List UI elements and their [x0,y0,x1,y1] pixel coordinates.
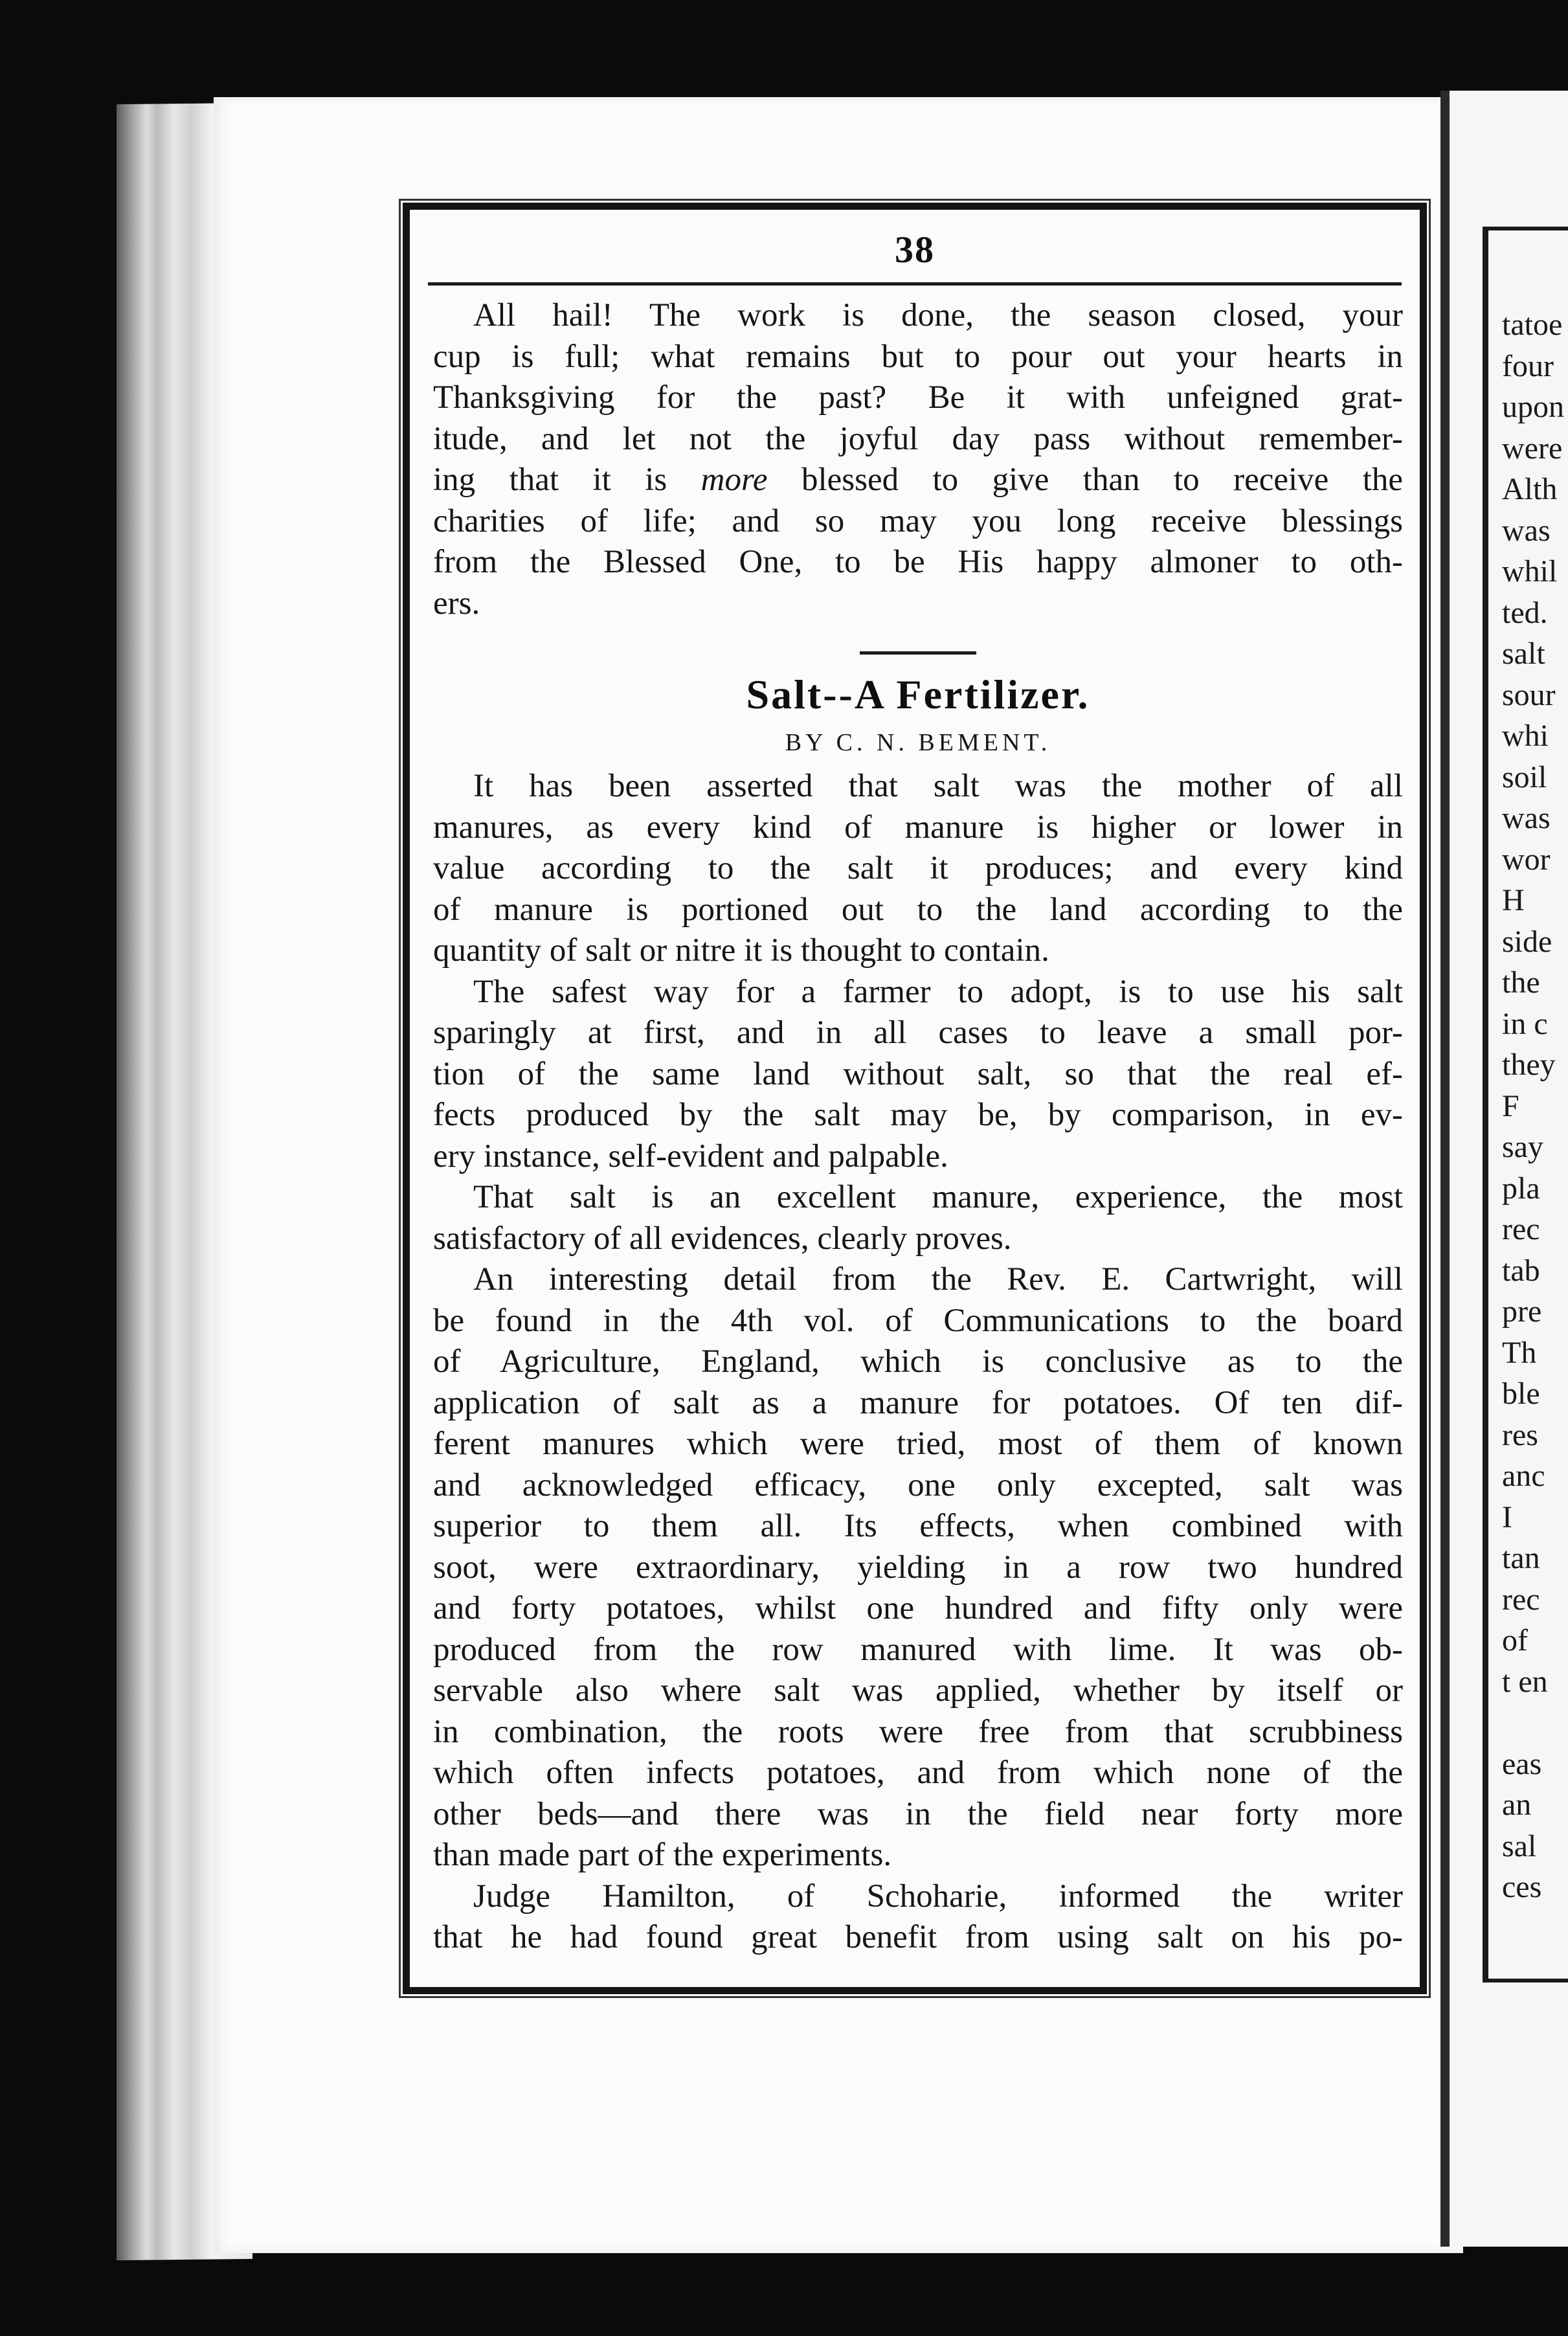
facing-page-line: Th [1502,1335,1537,1370]
article-title: Salt--A Fertilizer. [746,671,1090,717]
facing-page-line: ces [1502,1870,1542,1904]
facing-page-line: anc [1502,1459,1545,1493]
facing-page-line: F [1502,1088,1519,1123]
facing-page-line: sour [1502,677,1556,712]
text-line: which often infects potatoes, and from which none of the [433,1755,1403,1791]
facing-page-line: salt [1502,636,1545,671]
text-line: quantity of salt or nitre it is thought to contain. [433,932,1049,969]
facing-page-line: they [1502,1048,1556,1082]
text-line: The safest way for a farmer to adopt, is to use his salt [473,973,1403,1010]
text-line: of Agriculture, England, which is conclusive as to the [433,1343,1403,1380]
article-byline: BY C. N. BEMENT. [785,729,1051,756]
facing-page-line: I [1502,1499,1512,1534]
text-line: value according to the salt it produces; and every kind [433,850,1403,886]
text-line: produced from the row manured with lime. It was ob- [433,1631,1403,1668]
text-line: fects produced by the salt may be, by comparison, in ev- [433,1097,1403,1133]
facing-page-line: wor [1502,842,1551,877]
facing-page-line: in c [1502,1006,1548,1041]
text-line: itude, and let not the joyful day pass without remember- [433,420,1403,457]
text-line: than made part of the experiments. [433,1837,892,1873]
facing-page-line [1502,1702,1568,1744]
facing-page-line: soil [1502,759,1547,794]
section-divider [860,651,976,655]
facing-page-line: tab [1502,1253,1540,1288]
text-line: from the Blessed One, to be His happy almoner to oth- [433,544,1403,580]
article-paragraph [433,972,1403,1178]
article-paragraph [433,1876,1403,1959]
facing-page-line: the [1502,965,1540,1000]
facing-page-line: tan [1502,1541,1540,1575]
text-line: Thanksgiving for the past? Be it with unfeigned grat- [433,379,1403,416]
text-line: application of salt as a manure for potatoes. Of ten dif- [433,1384,1403,1421]
facing-page-line: res [1502,1417,1538,1452]
header-rule [428,282,1402,286]
facing-page-line: whil [1502,554,1558,589]
page-number: 38 [895,229,935,271]
facing-page-line: tatoe [1502,308,1563,342]
article-paragraph [433,766,1403,972]
facing-page-line: rec [1502,1212,1540,1246]
facing-page-line: eas [1502,1746,1542,1781]
text-line: of manure is portioned out to the land according to the [433,891,1403,928]
text-line: superior to them all. Its effects, when combined with [433,1508,1403,1544]
text-line: soot, were extraordinary, yielding in a row two hundred [433,1549,1403,1586]
facing-page-line: whi [1502,719,1549,753]
facing-page-line: say [1502,1130,1543,1164]
text-line: in combination, the roots were free from that scrubbiness [433,1713,1403,1750]
text-line: satisfactory of all evidences, clearly proves. [433,1220,1012,1257]
text-line: be found in the 4th vol. of Communications to the board [433,1302,1403,1339]
text-line: tion of the same land without salt, so that the real ef- [433,1055,1403,1092]
facing-page-line: ble [1502,1376,1540,1411]
facing-page-line: t en [1502,1664,1548,1699]
text-line: ing that it is more blessed to give than to receive the [433,462,1404,498]
text-line: other beds—and there was in the field near forty more [433,1795,1403,1832]
text-line: that he had found great benefit from using salt on his po- [433,1919,1403,1955]
text-line: ferent manures which were tried, most of them of known [433,1426,1403,1462]
facing-page-line: side [1502,924,1552,959]
article-body [433,766,1403,1959]
facing-page-line: was [1502,513,1551,548]
text-line: sparingly at first, and in all cases to leave a small por- [433,1015,1403,1051]
facing-page-line: of [1502,1623,1528,1657]
text-line: and forty potatoes, whilst one hundred and fifty only were [433,1590,1403,1626]
text-line: manures, as every kind of manure is higher or lower in [433,809,1403,846]
facing-page-line: Alth [1502,472,1558,506]
text-line: All hail! The work is done, the season closed, your [473,297,1403,333]
text-line: cup is full; what remains but to pour out your hearts in [433,338,1403,375]
text-line: charities of life; and so may you long receive blessings [433,502,1403,539]
facing-page-line: pla [1502,1171,1540,1206]
facing-page-line: ted. [1502,595,1548,630]
article-paragraph [433,1177,1403,1259]
facing-page-line: rec [1502,1582,1540,1617]
facing-page-line: upon [1502,390,1564,424]
article-paragraph [433,1259,1403,1876]
facing-page-line: an [1502,1788,1532,1822]
facing-page-line: was [1502,801,1551,835]
intro-paragraph [433,295,1403,624]
text-line: Judge Hamilton, of Schoharie, informed the writer [473,1878,1403,1915]
page-border-frame [403,203,1427,1994]
text-line: It has been asserted that salt was the mother of all [473,768,1403,804]
text-line: ery instance, self-evident and palpable. [433,1138,948,1174]
facing-page-line: pre [1502,1294,1542,1329]
page-text [433,295,1403,1959]
facing-page-text [1502,304,1568,1908]
text-line: That salt is an excellent manure, experience, the most [473,1179,1403,1215]
facing-page-line: were [1502,431,1563,466]
text-line: An interesting detail from the Rev. E. Cartwright, will [473,1261,1403,1297]
text-line: ers. [433,585,480,622]
text-line: and acknowledged efficacy, one only excepted, salt was [433,1466,1403,1503]
facing-page-line: H [1502,883,1525,917]
text-line: servable also where salt was applied, whether by itself or [433,1672,1403,1709]
facing-page-line: four [1502,348,1554,383]
facing-page-line: sal [1502,1828,1537,1863]
